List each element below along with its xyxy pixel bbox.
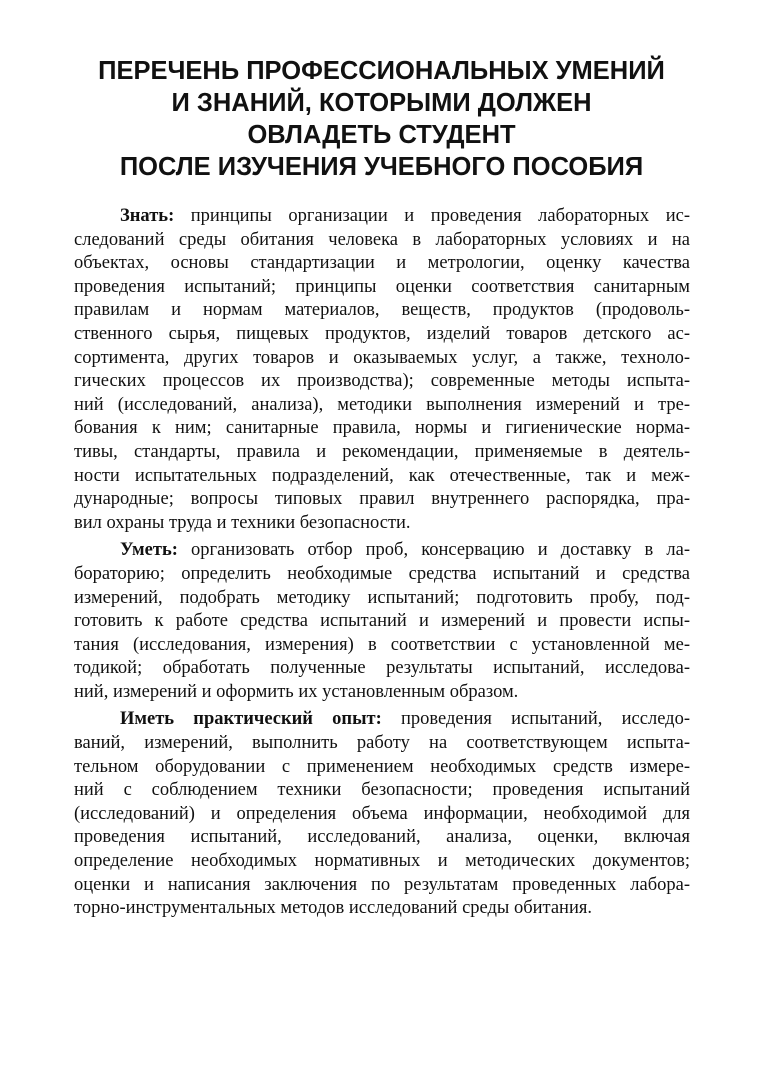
page-title (40, 55, 723, 183)
text-line: готовить к работе средства испытаний и измерений и провести испы- (74, 611, 690, 632)
text-line: проведения испытаний, исследований, анализа, оценки, включая (74, 827, 690, 848)
text-line: проведения испытаний; принципы оценки соответствия санитарным (74, 276, 690, 297)
document-body (74, 205, 690, 925)
paragraph-experience (74, 708, 690, 920)
text-line: бования к ним; санитарные правила, нормы и гигиенические норма- (74, 418, 690, 439)
term-label: Уметь: (120, 540, 178, 561)
text-line: ваний, измерений, выполнить работу на соответствующем испыта- (74, 733, 690, 754)
text-line: вил охраны труда и техники безопасности. (74, 512, 411, 533)
text-line: определение необходимых нормативных и методических документов; (74, 851, 690, 872)
paragraph-can (74, 539, 690, 704)
term-label: Знать: (120, 206, 175, 226)
text-line: тивы, стандарты, правила и рекомендации, применяемые в деятель- (74, 441, 690, 462)
text-line: Уметь: организовать отбор проб, консервацию и доставку в ла- (120, 540, 690, 561)
text-line: Знать: принципы организации и проведения лабораторных ис- (120, 206, 690, 226)
text-line: гических процессов их производства); современные методы испыта- (74, 371, 690, 392)
term-label: Иметь практический опыт: (120, 709, 382, 730)
text-line: сортимента, других товаров и оказываемых услуг, а также, техноло- (74, 347, 690, 368)
text-line: торно-инструментальных методов исследований среды обитания. (74, 898, 592, 919)
text-line: ний с соблюдением техники безопасности; проведения испытаний (74, 780, 690, 801)
text-line: тельном оборудовании с применением необходимых средств измере- (74, 756, 690, 777)
text-line: правилам и нормам материалов, веществ, продуктов (продоволь- (74, 300, 690, 321)
text-line: тания (исследования, измерения) в соответствии с установленной ме- (74, 634, 690, 655)
text-line: тодикой; обработать полученные результаты испытаний, исследова- (74, 658, 690, 679)
text-line: бораторию; определить необходимые средства испытаний и средства (74, 563, 690, 584)
text-line: следований среды обитания человека в лабораторных условиях и на (74, 229, 690, 250)
text-line: Иметь практический опыт: проведения испытаний, исследо- (120, 709, 690, 730)
title-line: ПОСЛЕ ИЗУЧЕНИЯ УЧЕБНОГО ПОСОБИЯ (119, 153, 644, 181)
text-line: (исследований) и определения объема информации, необходимой для (74, 803, 690, 824)
text-line: объектах, основы стандартизации и метрологии, оценку качества (74, 253, 690, 274)
text-line: ности испытательных подразделений, как отечественные, так и меж- (74, 465, 690, 486)
text-line: ственного сырья, пищевых продуктов, изделий товаров детского ас- (74, 323, 690, 344)
text-line: ний, измерений и оформить их установленным образом. (74, 681, 519, 702)
title-line: ОВЛАДЕТЬ СТУДЕНТ (247, 121, 516, 149)
text-line: оценки и написания заключения по результатам проведенных лабора- (74, 874, 690, 895)
paragraph-know (74, 205, 690, 535)
text-line: измерений, подобрать методику испытаний; подготовить пробу, под- (74, 587, 690, 608)
text-line: дународные; вопросы типовых правил внутреннего распорядка, пра- (74, 489, 690, 510)
text-line: ний (исследований, анализа), методики выполнения измерений и тре- (74, 394, 690, 415)
title-line: ПЕРЕЧЕНЬ ПРОФЕССИОНАЛЬНЫХ УМЕНИЙ (98, 57, 665, 85)
title-line: И ЗНАНИЙ, КОТОРЫМИ ДОЛЖЕН (171, 89, 592, 117)
